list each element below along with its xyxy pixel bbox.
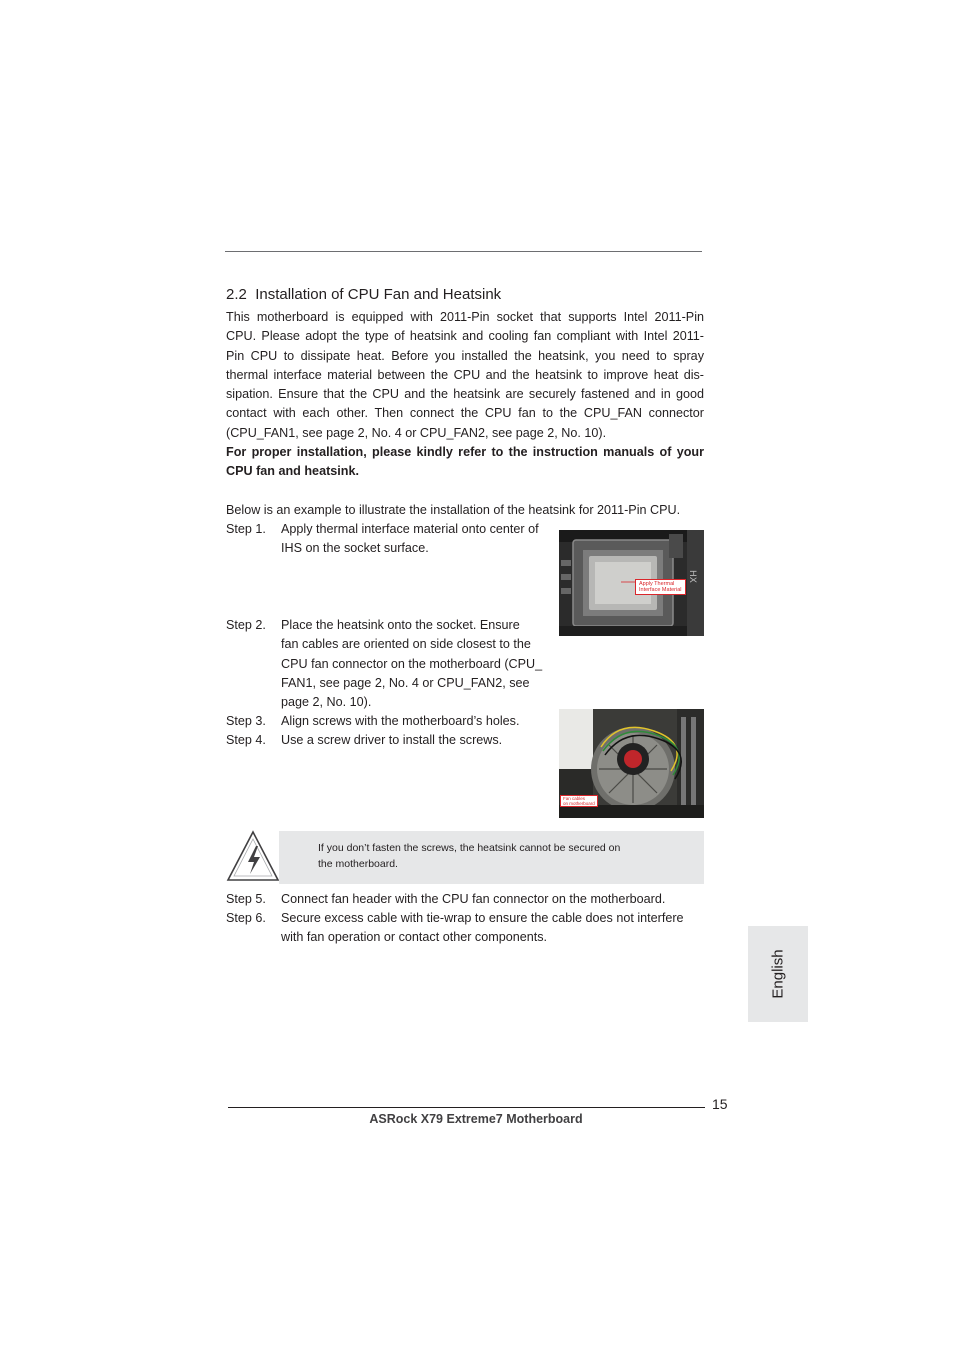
step-text-line: Apply thermal interface material onto center of xyxy=(281,522,539,536)
step-text-line: CPU fan connector on the motherboard (CPU_ xyxy=(281,656,543,671)
step-text-line: page 2, No. 10). xyxy=(281,695,372,710)
step-text-line: Align screws with the motherboard’s holes. xyxy=(281,714,520,728)
step-4 xyxy=(226,731,556,751)
step-2 xyxy=(226,616,556,716)
section-heading xyxy=(226,286,501,303)
language-label: English xyxy=(769,949,787,999)
intro-line: This motherboard is equipped with 2011-Pin socket that supports Intel 2011-Pin xyxy=(226,310,704,324)
intro-line: sipation. Ensure that the CPU and the heatsink are securely fastened and in good xyxy=(226,387,704,402)
footer-rule xyxy=(228,1107,705,1108)
step-text-line: Use a screw driver to install the screws. xyxy=(281,733,503,747)
footer-title: ASRock X79 Extreme7 Motherboard xyxy=(369,1112,583,1126)
caution-line: If you don’t fasten the screws, the heatsink cannot be secured on xyxy=(318,842,621,854)
heatsink-photo xyxy=(559,709,704,818)
step-text-line: with fan operation or contact other components. xyxy=(281,930,548,945)
intro-line: contact with each other. Then connect the CPU fan to the CPU_FAN connector xyxy=(226,406,704,421)
step-text-line: Place the heatsink onto the socket. Ensure xyxy=(281,618,520,632)
caution-text xyxy=(318,840,620,872)
intro-line: thermal interface material between the CPU and the heatsink to improve heat dis- xyxy=(226,367,704,382)
step-text-line: Secure excess cable with tie-wrap to ensure the cable does not interfere xyxy=(281,911,684,925)
page-number: 15 xyxy=(712,1096,728,1112)
callout-line: Interface Material xyxy=(639,587,682,593)
intro-line: (CPU_FAN1, see page 2, No. 4 or CPU_FAN2, see page 2, No. 10). xyxy=(226,425,607,440)
thermal-material-callout xyxy=(635,579,686,595)
fan-cable-callout xyxy=(560,795,598,807)
step-5 xyxy=(226,890,704,910)
step-text-line: Connect fan header with the CPU fan connector on the motherboard. xyxy=(281,892,666,906)
header-rule xyxy=(225,251,702,252)
step-text-line: IHS on the socket surface. xyxy=(281,541,429,556)
step-label: Step 5. xyxy=(226,892,266,906)
callout-line: Fan cables xyxy=(563,796,586,801)
cpu-socket-photo xyxy=(559,530,704,636)
language-tab xyxy=(748,926,808,1022)
intro-paragraph xyxy=(226,308,704,443)
intro-line: Pin CPU to dissipate heat. Before you installed the heatsink, you need to spray xyxy=(226,348,704,363)
example-intro: Below is an example to illustrate the installation of the heatsink for 2011-Pin CPU. xyxy=(226,503,681,517)
step-1 xyxy=(226,520,556,560)
svg-text:HX: HX xyxy=(687,570,697,583)
step-label: Step 2. xyxy=(226,618,266,632)
step-label: Step 3. xyxy=(226,714,266,728)
caution-note xyxy=(279,831,704,884)
bold-line: For proper installation, please kindly refer to the instruction manuals of your xyxy=(226,445,704,459)
section-title: Installation of CPU Fan and Heatsink xyxy=(255,286,502,303)
caution-icon xyxy=(226,830,280,882)
bold-notice xyxy=(226,443,704,482)
callout-line: on motherboard xyxy=(563,801,595,806)
step-text-line: fan cables are oriented on side closest to the xyxy=(281,637,531,652)
caution-line: the motherboard. xyxy=(318,858,398,870)
callout-line: Apply Thermal xyxy=(639,581,675,587)
step-label: Step 6. xyxy=(226,911,266,925)
step-text-line: FAN1, see page 2, No. 4 or CPU_FAN2, see xyxy=(281,675,530,690)
step-6 xyxy=(226,909,704,949)
step-3 xyxy=(226,712,556,732)
step-label: Step 1. xyxy=(226,522,266,536)
bold-line: CPU fan and heatsink. xyxy=(226,464,359,479)
step-label: Step 4. xyxy=(226,733,266,747)
intro-line: CPU. Please adopt the type of heatsink and cooling fan compliant with Intel 2011- xyxy=(226,329,704,344)
section-number: 2.2 xyxy=(226,286,247,303)
